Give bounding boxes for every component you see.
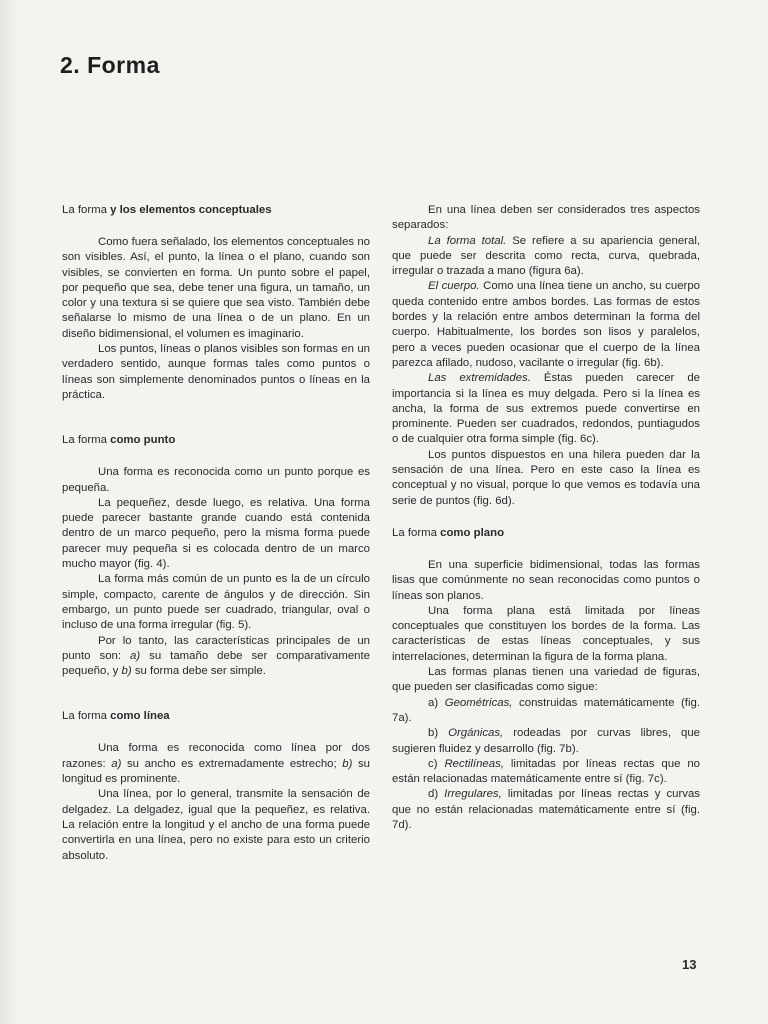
paragraph: La forma más común de un punto es la de un círculo simple, compacto, carente de ángulos y de dirección. Sin embargo, un punto puede ser cuadrado, triangular, oval o incluso de una forma irregular (fig. 5). — [62, 573, 370, 632]
list-label: a) — [111, 757, 122, 770]
paragraph: Las formas planas tienen una variedad de figuras, que pueden ser clasificadas como sigue: — [392, 666, 700, 694]
term: Rectilíneas, — [444, 757, 504, 770]
paragraph: Los puntos, líneas o planos visibles son formas en un verdadero sentido, aunque formas tales como puntos o líneas son simplemente denominados puntos o líneas en la práctica. — [62, 343, 370, 401]
paragraph — [392, 279, 700, 371]
page-binding-edge — [0, 0, 18, 1024]
heading-emphasis: como plano — [440, 526, 505, 539]
heading-prefix: La forma — [62, 710, 111, 723]
text-run: Como una línea tiene un ancho, su cuerpo queda contenido entre ambos bordes. Las formas de estos bordes y la relación entre ambos determinan la forma del cuerpo. Habitualmente, los bordes son lisos y paralelos, pero a veces pueden ocasionar que el cuerpo de la línea parezca afilado, nudoso, vacilante o irregular (fig. 6b). — [392, 280, 700, 369]
text-run: rodeadas por curvas libres, que sugieren fluidez y desarrollo (fig. 7b). — [392, 727, 700, 755]
list-label: d) — [428, 788, 439, 801]
paragraph: Una línea, por lo general, transmite la sensación de delgadez. La delgadez, igual que la pequeñez, es relativa. La relación entre la longitud y el ancho de una forma puede convertirla en una línea, pero no existe para esto un criterio absoluto. — [62, 788, 370, 862]
section-heading-plano — [392, 526, 700, 541]
text-run: su forma debe ser simple. — [131, 665, 266, 678]
paragraph: Una forma es reconocida como un punto porque es pequeña. — [62, 466, 370, 494]
page-number: 13 — [682, 957, 697, 972]
term: Las extremidades. — [428, 372, 531, 385]
heading-emphasis: y los elementos conceptuales — [110, 204, 272, 216]
heading-emphasis: como punto — [110, 434, 176, 447]
heading-prefix: La forma — [392, 526, 441, 539]
text-run: Por lo tanto, las características principales de un punto son: — [62, 634, 370, 662]
paragraph: En una línea deben ser considerados tres aspectos separados: — [392, 204, 700, 232]
section-heading-punto — [62, 433, 370, 448]
heading-prefix: La forma — [62, 434, 111, 447]
list-label: b) — [342, 757, 353, 770]
text-run: construidas matemáticamente (fig. 7a). — [392, 696, 700, 724]
paragraph — [392, 234, 700, 280]
list-label: b) — [121, 665, 132, 678]
term: El cuerpo. — [428, 280, 480, 293]
paragraph: En una superficie bidimensional, todas las formas lisas que comúnmente no sean reconocidas como puntos o líneas son planos. — [392, 558, 700, 602]
text-run: su longitud es prominente. — [62, 757, 370, 786]
paragraph: Como fuera señalado, los elementos conceptuales no son visibles. Así, el punto, la línea o el plano, cuando son visibles, se convierten en forma. Un punto sobre el papel, por pequeño que sea, debe tener una figura, un tamaño, un color y una textura si se quiere que sea visto. También debe señalarse lo mismo de una línea o de un plano. En un diseño bidimensional, el volumen es imaginario. — [62, 236, 370, 340]
text-run: Éstas pueden carecer de importancia si la línea es muy delgada. Pero si la línea es ancha, la forma de sus extremos puede convertirse en prominente. Pueden ser cuadrados, redondos, puntiagudos o de cualquier otra forma simple (fig. 6c). — [392, 372, 701, 446]
heading-prefix: La forma — [62, 204, 111, 216]
text-run: limitadas por líneas rectas que no están relacionadas matemáticamente entre sí (fig. 7c). — [392, 757, 700, 786]
list-label: a) — [130, 649, 141, 662]
chapter-title: 2. Forma — [60, 52, 160, 78]
paragraph — [392, 371, 700, 447]
paragraph: Los puntos dispuestos en una hilera pueden dar la sensación de una línea. Pero en este caso la línea es conceptual y no visual, porque lo que vemos es todavía una serie de puntos (fig. 6d). — [392, 448, 700, 507]
text-run: Una forma es reconocida como línea por dos razones: — [62, 742, 370, 770]
right-column — [392, 203, 700, 833]
text-run: su tamaño debe ser comparativamente pequeño, y — [62, 649, 370, 678]
paragraph — [62, 741, 370, 787]
list-label: a) — [428, 696, 439, 709]
text-run: Se refiere a su apariencia general, que puede ser descrita como recta, curva, quebrada, irregular o trazada a mano (figura 6a). — [392, 234, 701, 278]
list-item — [392, 726, 700, 757]
list-item — [392, 696, 700, 727]
text-run: limitadas por líneas rectas y curvas que no están relacionadas matemáticamente entre sí (fig. 7d). — [392, 788, 700, 831]
section-heading-linea — [62, 709, 370, 724]
paragraph: La pequeñez, desde luego, es relativa. Una forma puede parecer bastante grande cuando está contenida dentro de un marco pequeño, pero la misma forma puede parecer muy pequeña si es colocada dentro de un marco mucho mayor (fig. 4). — [62, 496, 370, 571]
list-item — [392, 787, 700, 833]
text-run: su ancho es extremadamente estrecho; — [121, 757, 343, 770]
list-label: c) — [428, 757, 438, 770]
paragraph: Una forma plana está limitada por líneas conceptuales que constituyen los bordes de la forma. Las características de estas líneas conceptuales, y sus interrelaciones, determinan la figura de la forma plana. — [392, 604, 700, 663]
term: Irregulares, — [444, 788, 502, 801]
term: Orgánicas, — [448, 727, 504, 740]
section-heading-elementos — [62, 203, 370, 218]
list-item — [392, 757, 700, 788]
heading-emphasis: como línea — [110, 710, 170, 723]
left-column — [62, 203, 370, 864]
paragraph — [62, 634, 370, 680]
list-label: b) — [428, 727, 439, 740]
term: La forma total. — [428, 234, 507, 247]
term: Geométricas, — [444, 696, 513, 709]
